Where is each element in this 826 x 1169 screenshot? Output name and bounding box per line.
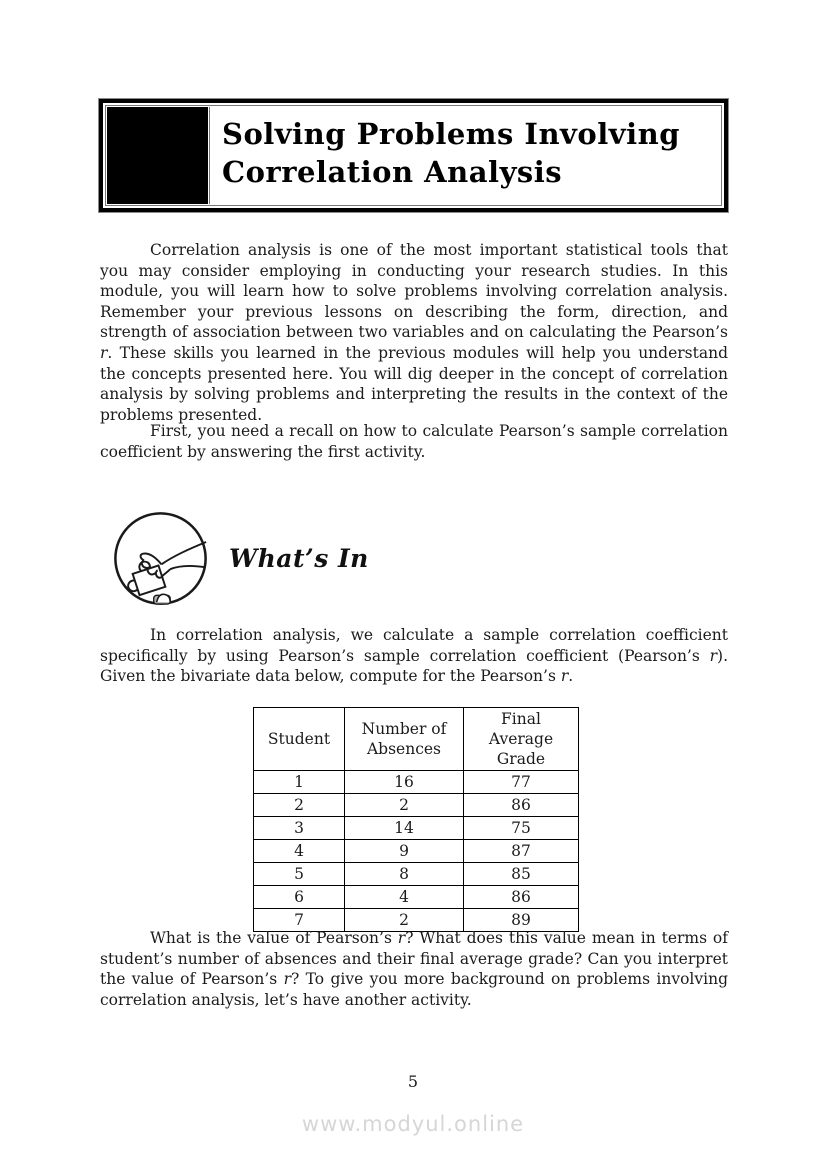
whats-in-heading: What’s In (229, 544, 369, 573)
closing-paragraph: What is the value of Pearson’s r? What does this value mean in terms of student’s number of absences and their final average grade? Can you interpret the value of Pearson’s r? To give you more background on problems involving correlation analysis, let’s have another activity. (100, 929, 728, 1009)
cell-grade: 85 (464, 863, 579, 886)
cell-absences: 16 (345, 771, 464, 794)
cell-grade: 89 (464, 909, 579, 932)
col-header-student: Student (254, 708, 345, 771)
cell-grade: 77 (464, 771, 579, 794)
cell-grade: 86 (464, 886, 579, 909)
cell-student: 1 (254, 771, 345, 794)
cell-grade: 75 (464, 817, 579, 840)
table-row (254, 863, 579, 886)
lesson-title (209, 107, 721, 204)
cell-absences: 4 (345, 886, 464, 909)
whats-in-paragraph: In correlation analysis, we calculate a sample correlation coefficient specifically by using Pearson’s sample correlation coefficient (Pearson’s r). Given the bivariate data below, compute for the Pearson’s r. (100, 626, 728, 686)
page-number: 5 (407, 1072, 419, 1091)
lesson-number-block (107, 107, 208, 204)
col-header-absences: Number of Absences (345, 708, 464, 771)
lesson-title-line1: Solving Problems Involving (222, 117, 680, 151)
cell-absences: 9 (345, 840, 464, 863)
cell-grade: 87 (464, 840, 579, 863)
intro-paragraph-2: First, you need a recall on how to calculate Pearson’s sample correlation coefficient by answering the first activity. (100, 422, 728, 461)
table-row (254, 817, 579, 840)
table-row (254, 794, 579, 817)
cell-student: 4 (254, 840, 345, 863)
cell-student: 3 (254, 817, 345, 840)
lesson-title-line2: Correlation Analysis (222, 155, 563, 189)
cell-absences: 8 (345, 863, 464, 886)
table-row (254, 771, 579, 794)
cell-student: 7 (254, 909, 345, 932)
whats-in-section-header (112, 510, 369, 607)
table-row (254, 886, 579, 909)
cell-student: 2 (254, 794, 345, 817)
lesson-header-inner (105, 105, 722, 206)
table-row (254, 840, 579, 863)
cell-absences: 2 (345, 794, 464, 817)
cell-absences: 2 (345, 909, 464, 932)
intro-paragraph-1: Correlation analysis is one of the most important statistical tools that you may consider employing in conducting your research studies. In this module, you will learn how to solve problems involving correlation analysis. Remember your previous lessons on describing the form, direction, and strength of association between two variables and on calculating the Pearson’s r. These skills you learned in the previous modules will help you understand the concepts presented here. You will dig deeper in the concept of correlation analysis by solving problems and interpreting the results in the context of the problems presented. (100, 241, 728, 424)
cell-student: 6 (254, 886, 345, 909)
cell-grade: 86 (464, 794, 579, 817)
col-header-grade: Final Average Grade (464, 708, 579, 771)
hand-puzzle-icon (112, 510, 209, 607)
watermark-text: www.modyul.online (301, 1112, 525, 1136)
table-header-row (254, 708, 579, 771)
cell-absences: 14 (345, 817, 464, 840)
lesson-header (99, 99, 728, 212)
bivariate-data-table (253, 707, 579, 932)
cell-student: 5 (254, 863, 345, 886)
